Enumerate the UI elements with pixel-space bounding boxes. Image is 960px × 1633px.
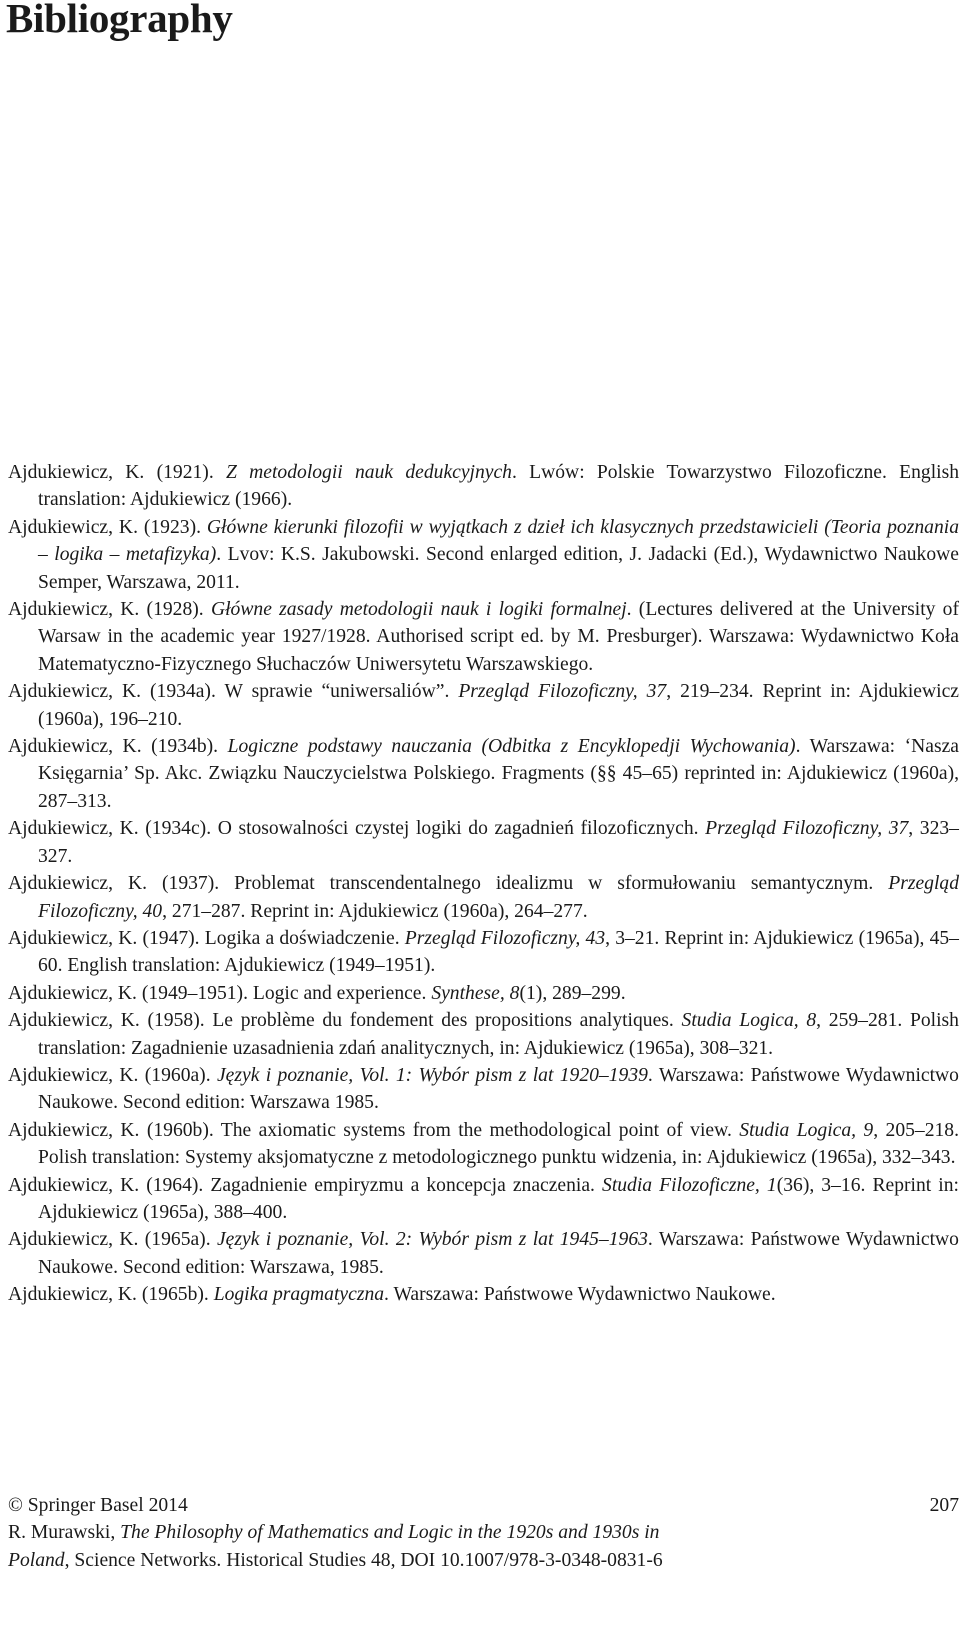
entry-text: , 259–281. Polish translation: Zagadnienie uzasadnienia zdań analitycznych, in: Ajdukiewicz (1965a), 308–321. (38, 1010, 959, 1059)
citation-author: R. Murawski, (8, 1522, 121, 1544)
entry-text: Ajdukiewicz, K. (1964). Zagadnienie empiryzmu a koncepcja znaczenia. (8, 1174, 603, 1196)
entry-text: Ajdukiewicz, K. (1937). Problemat transcendentalnego idealizmu w sformułowaniu semantycznym. (8, 873, 889, 895)
bibliography-entry (8, 514, 959, 596)
citation-book-title-end: Poland (8, 1549, 65, 1571)
entry-text: Ajdukiewicz, K. (1965b). (8, 1284, 214, 1306)
entry-italic-title: Język i poznanie, Vol. 1: Wybór pism z lat 1920–1939 (216, 1064, 648, 1086)
entry-text: . (Lectures delivered at the University of Warsaw in the academic year 1927/1928. Authorised script ed. by M. Presburger). Warszawa: Wydawnictwo Koła Matematyczno-Fizycznego Słuchaczów Uniwersytetu Warszawskiego. (38, 599, 960, 675)
entry-text: . Warszawa: Państwowe Wydawnictwo Naukowe. (384, 1284, 776, 1306)
entry-text: Ajdukiewicz, K. (1960a). (8, 1064, 217, 1086)
entry-italic-title: Główne zasady metodologii nauk i logiki formalnej (210, 599, 627, 621)
entry-italic-title: Logika pragmatyczna (213, 1284, 385, 1306)
entry-text: . Lwów: Polskie Towarzystwo Filozoficzne. English translation: Ajdukiewicz (1966). (38, 462, 959, 511)
entry-text: Ajdukiewicz, K. (1958). Le problème du fondement des propositions analytiques. (8, 1010, 682, 1032)
entry-text: Ajdukiewicz, K. (1949–1951). Logic and experience. (8, 982, 432, 1004)
page-number: 207 (929, 1495, 959, 1516)
page-title: Bibliography (6, 0, 233, 41)
entry-text: , 3–21. Reprint in: Ajdukiewicz (1965a), 45–60. English translation: Ajdukiewicz (1949–1951). (38, 927, 959, 977)
entry-text: Ajdukiewicz, K. (1965a). (8, 1229, 217, 1251)
bibliography-entry (8, 1007, 959, 1062)
entry-italic-title: Główne kierunki filozofii w wyjątkach z dzieł ich klasycznych przedstawicieli (Teoria poznania – logika – metafizyka) (38, 516, 959, 566)
entry-text: , 219–234. Reprint in: Ajdukiewicz (1960a), 196–210. (38, 681, 959, 730)
bibliography-entry (8, 1226, 959, 1281)
entry-italic-title: Przegląd Filozoficzny, 37 (705, 818, 909, 840)
footer-row-1 (8, 1492, 959, 1519)
entry-italic-title: Język i poznanie, Vol. 2: Wybór pism z lat 1945–1963 (216, 1229, 648, 1251)
footer-citation-line-1 (8, 1519, 959, 1546)
entry-text: Ajdukiewicz, K. (1934b). (8, 736, 228, 758)
entry-text: (36), 3–16. Reprint in: Ajdukiewicz (1965a), 388–400. (38, 1174, 959, 1223)
bibliography-entry (8, 733, 959, 815)
entry-text: . Lvov: K.S. Jakubowski. Second enlarged edition, J. Jadacki (Ed.), Wydawnictwo Naukowe Semper, Warszawa, 2011. (38, 544, 959, 593)
copyright-notice: © Springer Basel 2014 (8, 1495, 188, 1516)
entry-text: Ajdukiewicz, K. (1923). (8, 516, 207, 538)
entry-text: , 271–287. Reprint in: Ajdukiewicz (1960a), 264–277. (162, 900, 588, 922)
entry-text: Ajdukiewicz, K. (1934c). O stosowalności czystej logiki do zagadnień filozoficznych. (8, 818, 706, 840)
bibliography-entry (8, 596, 959, 678)
entry-italic-title: Studia Filozoficzne, 1 (602, 1174, 777, 1196)
entry-text: , 323–327. (38, 818, 959, 867)
entry-italic-title: Studia Logica, 8 (681, 1010, 817, 1032)
citation-book-title: The Philosophy of Mathematics and Logic in the 1920s and 1930s in (120, 1522, 660, 1544)
entry-italic-title: Synthese, 8 (431, 982, 520, 1004)
entry-text: . Warszawa: Państwowe Wydawnictwo Naukowe. Second edition: Warszawa 1985. (38, 1064, 959, 1114)
bibliography-entry (8, 1117, 959, 1172)
bibliography-entry (8, 678, 959, 733)
entry-italic-title: Logiczne podstawy nauczania (Odbitka z Encyklopedji Wychowania) (227, 736, 796, 758)
entry-italic-title: Studia Logica, 9 (739, 1119, 874, 1141)
entry-text: . Warszawa: Państwowe Wydawnictwo Naukowe. Second edition: Warszawa, 1985. (38, 1229, 959, 1278)
entry-italic-title: Przegląd Filozoficzny, 40 (38, 873, 959, 922)
citation-series: , Science Networks. Historical Studies 48, DOI 10.1007/978-3-0348-0831-6 (64, 1549, 663, 1571)
bibliography-entry (8, 870, 959, 925)
entry-italic-title: Przegląd Filozoficzny, 43 (404, 927, 606, 949)
entry-italic-title: Przegląd Filozoficzny, 37 (458, 681, 667, 703)
bibliography-entry (8, 459, 959, 514)
footer-citation-line-2 (8, 1547, 959, 1574)
entry-text: . Warszawa: ‘Nasza Księgarnia’ Sp. Akc. Związku Nauczycielstwa Polskiego. Fragments (§§ 45–65) reprinted in: Ajdukiewicz (1960a), 287–313. (38, 736, 960, 812)
bibliography-entry (8, 980, 959, 1007)
bibliography-list (8, 459, 959, 1309)
entry-text: (1), 289–299. (519, 982, 626, 1004)
bibliography-entry (8, 1281, 959, 1308)
entry-text: Ajdukiewicz, K. (1921). (8, 462, 226, 483)
bibliography-entry (8, 815, 959, 870)
bibliography-entry (8, 925, 959, 980)
entry-italic-title: Z metodologii nauk dedukcyjnych (225, 462, 512, 483)
bibliography-entry (8, 1062, 959, 1117)
bibliography-entry (8, 1172, 959, 1227)
entry-text: , 205–218. Polish translation: Systemy aksjomatyczne z metodologicznego punktu widzenia, in: Ajdukiewicz (1965a), 332–343. (38, 1119, 959, 1169)
entry-text: Ajdukiewicz, K. (1947). Logika a doświadczenie. (8, 927, 405, 949)
entry-text: Ajdukiewicz, K. (1928). (8, 599, 211, 621)
page-footer (8, 1492, 959, 1574)
entry-text: Ajdukiewicz, K. (1960b). The axiomatic systems from the methodological point of view. (8, 1119, 740, 1141)
entry-text: Ajdukiewicz, K. (1934a). W sprawie “uniwersaliów”. (8, 681, 459, 703)
